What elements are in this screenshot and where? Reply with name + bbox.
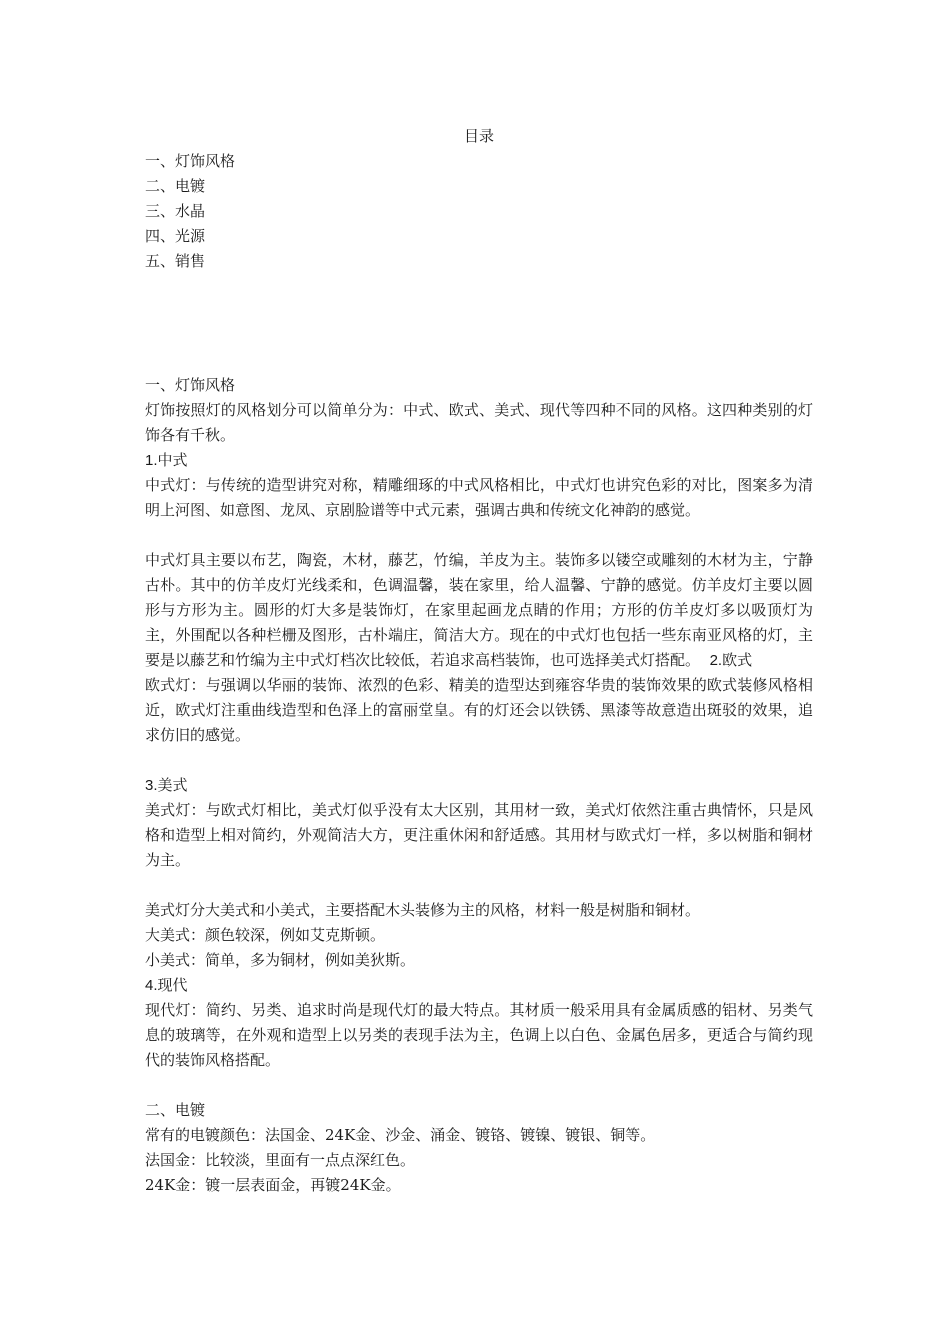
table-of-contents [145, 149, 813, 274]
paragraph: 现代灯：简约、另类、追求时尚是现代灯的最大特点。其材质一般采用具有金属质感的铝材、另类气息的玻璃等，在外观和造型上以另类的表现手法为主，色调上以白色、金属色居多，更适合与简约现代的装饰风格搭配。 [145, 1001, 813, 1069]
paragraph: 常有的电镀颜色：法国金、24K金、沙金、涌金、镀铬、镀镍、镀银、铜等。 [145, 1126, 656, 1144]
paragraph: 中式灯：与传统的造型讲究对称，精雕细琢的中式风格相比，中式灯也讲究色彩的对比，图案多为清明上河图、如意图、龙凤、京剧脸谱等中式元素，强调古典和传统文化神韵的感觉。 [145, 476, 813, 519]
subsection-heading: 1.中式 [145, 452, 188, 469]
spacer [145, 1073, 813, 1098]
section-heading: 二、电镀 [145, 1101, 206, 1119]
paragraph: 美式灯：与欧式灯相比，美式灯似乎没有太大区别，其用材一致，美式灯依然注重古典情怀，只是风格和造型上相对简约，外观简洁大方，更注重休闲和舒适感。其用材与欧式灯一样，多以树脂和铜材为主。 [145, 801, 813, 869]
toc-item[interactable]: 二、电镀 [145, 177, 206, 195]
section-heading: 一、灯饰风格 [145, 376, 236, 394]
toc-item[interactable]: 四、光源 [145, 227, 206, 245]
spacer [145, 748, 813, 773]
spacer [145, 274, 813, 373]
paragraph [145, 548, 813, 673]
paragraph: 灯饰按照灯的风格划分可以简单分为：中式、欧式、美式、现代等四种不同的风格。这四种类别的灯饰各有千秋。 [145, 401, 813, 444]
spacer [145, 873, 813, 898]
paragraph: 小美式：简单，多为铜材，例如美狄斯。 [145, 951, 416, 969]
subsection-heading: 2.欧式 [709, 652, 753, 669]
toc-item[interactable]: 三、水晶 [145, 202, 206, 220]
toc-title: 目录 [463, 127, 494, 145]
document-body [145, 124, 813, 1198]
paragraph: 欧式灯：与强调以华丽的装饰、浓烈的色彩、精美的造型达到雍容华贵的装饰效果的欧式装修风格相近，欧式灯注重曲线造型和色泽上的富丽堂皇。有的灯还会以铁锈、黑漆等故意造出斑驳的效果，追求仿旧的感觉。 [145, 676, 813, 744]
paragraph: 大美式：颜色较深，例如艾克斯顿。 [145, 926, 386, 944]
subsection-heading: 4.现代 [145, 977, 188, 994]
toc-item[interactable]: 一、灯饰风格 [145, 152, 236, 170]
paragraph: 24K金：镀一层表面金，再镀24K金。 [145, 1176, 401, 1194]
subsection-heading: 3.美式 [145, 777, 188, 794]
paragraph: 美式灯分大美式和小美式，主要搭配木头装修为主的风格，材料一般是树脂和铜材。 [145, 901, 701, 919]
spacer [145, 523, 813, 548]
paragraph-text: 中式灯具主要以布艺，陶瓷，木材，藤艺，竹编，羊皮为主。装饰多以镂空或雕刻的木材为主，宁静古朴。其中的仿羊皮灯光线柔和，色调温馨，装在家里，给人温馨、宁静的感觉。仿羊皮灯主要以圆形与方形为主。圆形的灯大多是装饰灯，在家里起画龙点睛的作用；方形的仿羊皮灯多以吸顶灯为主，外围配以各种栏栅及图形，古朴端庄，简洁大方。现在的中式灯也包括一些东南亚风格的灯，主要是以藤艺和竹编为主中式灯档次比较低，若追求高档装饰，也可选择美式灯搭配。 [145, 551, 813, 669]
toc-item[interactable]: 五、销售 [145, 252, 206, 270]
paragraph: 法国金：比较淡，里面有一点点深红色。 [145, 1151, 416, 1169]
